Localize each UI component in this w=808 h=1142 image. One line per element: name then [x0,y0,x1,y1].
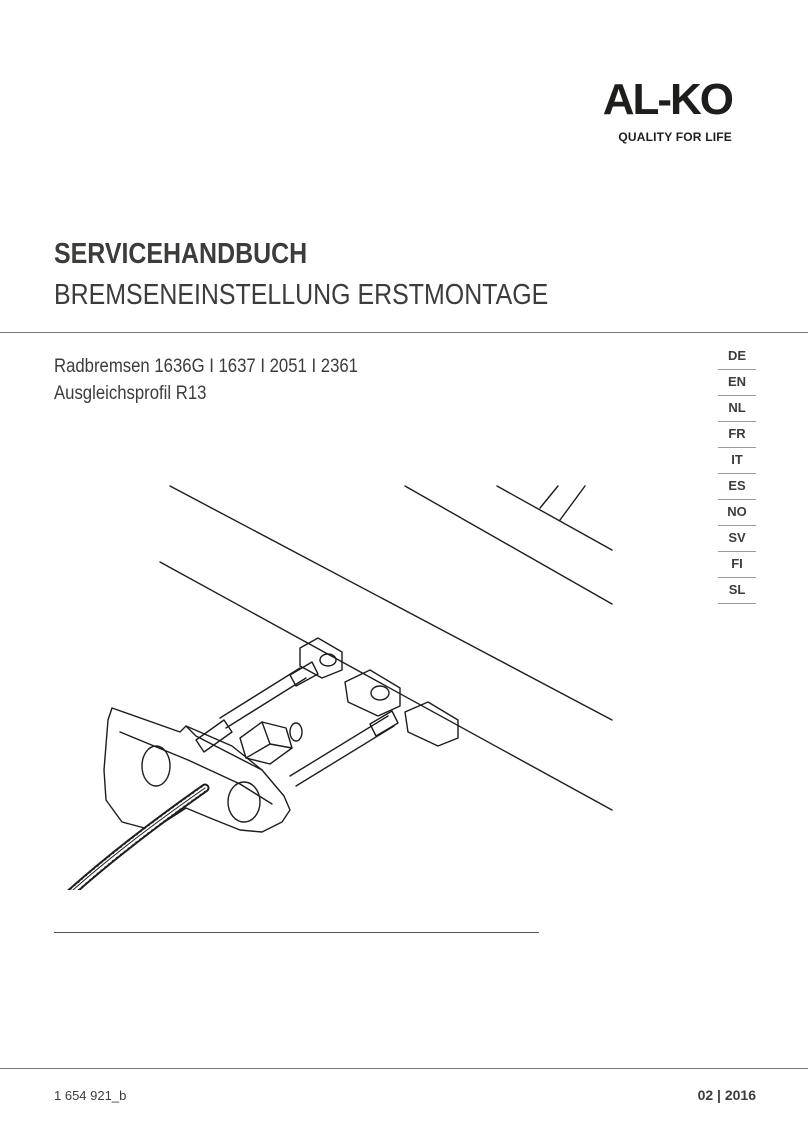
nut-facet-3 [246,744,270,758]
document-title: SERVICEHANDBUCH [54,238,308,270]
profile-edge-lower [160,562,612,810]
bracket-mid [345,670,400,716]
language-tab-en[interactable]: EN [718,370,756,396]
product-description [54,353,358,407]
bracket-hole-1 [320,654,336,666]
document-subtitle: BREMSENEINSTELLUNG ERSTMONTAGE [54,279,549,311]
bolt-end [290,723,302,741]
footer-divider [0,1068,808,1069]
language-tab-fr[interactable]: FR [718,422,756,448]
rod-clamp [196,720,232,752]
language-tab-es[interactable]: ES [718,474,756,500]
compensator-pocket-left [142,746,170,786]
brake-rod-1a [220,668,300,718]
brake-illustration [0,470,808,890]
profile-edge-upper [170,486,612,720]
nut-facet-2 [270,744,292,748]
compensator-ridge [186,726,262,770]
language-tab-sl[interactable]: SL [718,578,756,604]
brake-rod-2b [296,726,394,786]
product-line-1: Radbremsen 1636G I 1637 I 2051 I 2361 [54,356,358,377]
language-tab-it[interactable]: IT [718,448,756,474]
frame-strut-1 [540,486,558,508]
document-number: 1 654 921_b [54,1088,127,1103]
compensator-pocket-right [228,782,260,822]
bracket-hole-2 [371,686,389,700]
frame-edge [497,486,612,550]
content-divider [54,932,539,933]
language-tab-nl[interactable]: NL [718,396,756,422]
language-tab-fi[interactable]: FI [718,552,756,578]
frame-strut-2 [560,486,585,520]
language-tab-sv[interactable]: SV [718,526,756,552]
nut-facet-1 [262,722,270,744]
language-tab-de[interactable]: DE [718,344,756,370]
logo-tagline: QUALITY FOR LIFE [618,130,732,144]
logo-wordmark: AL-KO [602,75,732,124]
brake-rod-1b [226,678,306,728]
top-divider [0,332,808,333]
bracket-right [405,702,458,746]
product-line-2: Ausgleichsprofil R13 [54,383,207,404]
profile-edge-back [405,486,612,604]
language-tab-no[interactable]: NO [718,500,756,526]
publication-date: 02 | 2016 [697,1087,756,1103]
brake-rod-2a [290,716,388,776]
brand-logo [566,75,736,150]
